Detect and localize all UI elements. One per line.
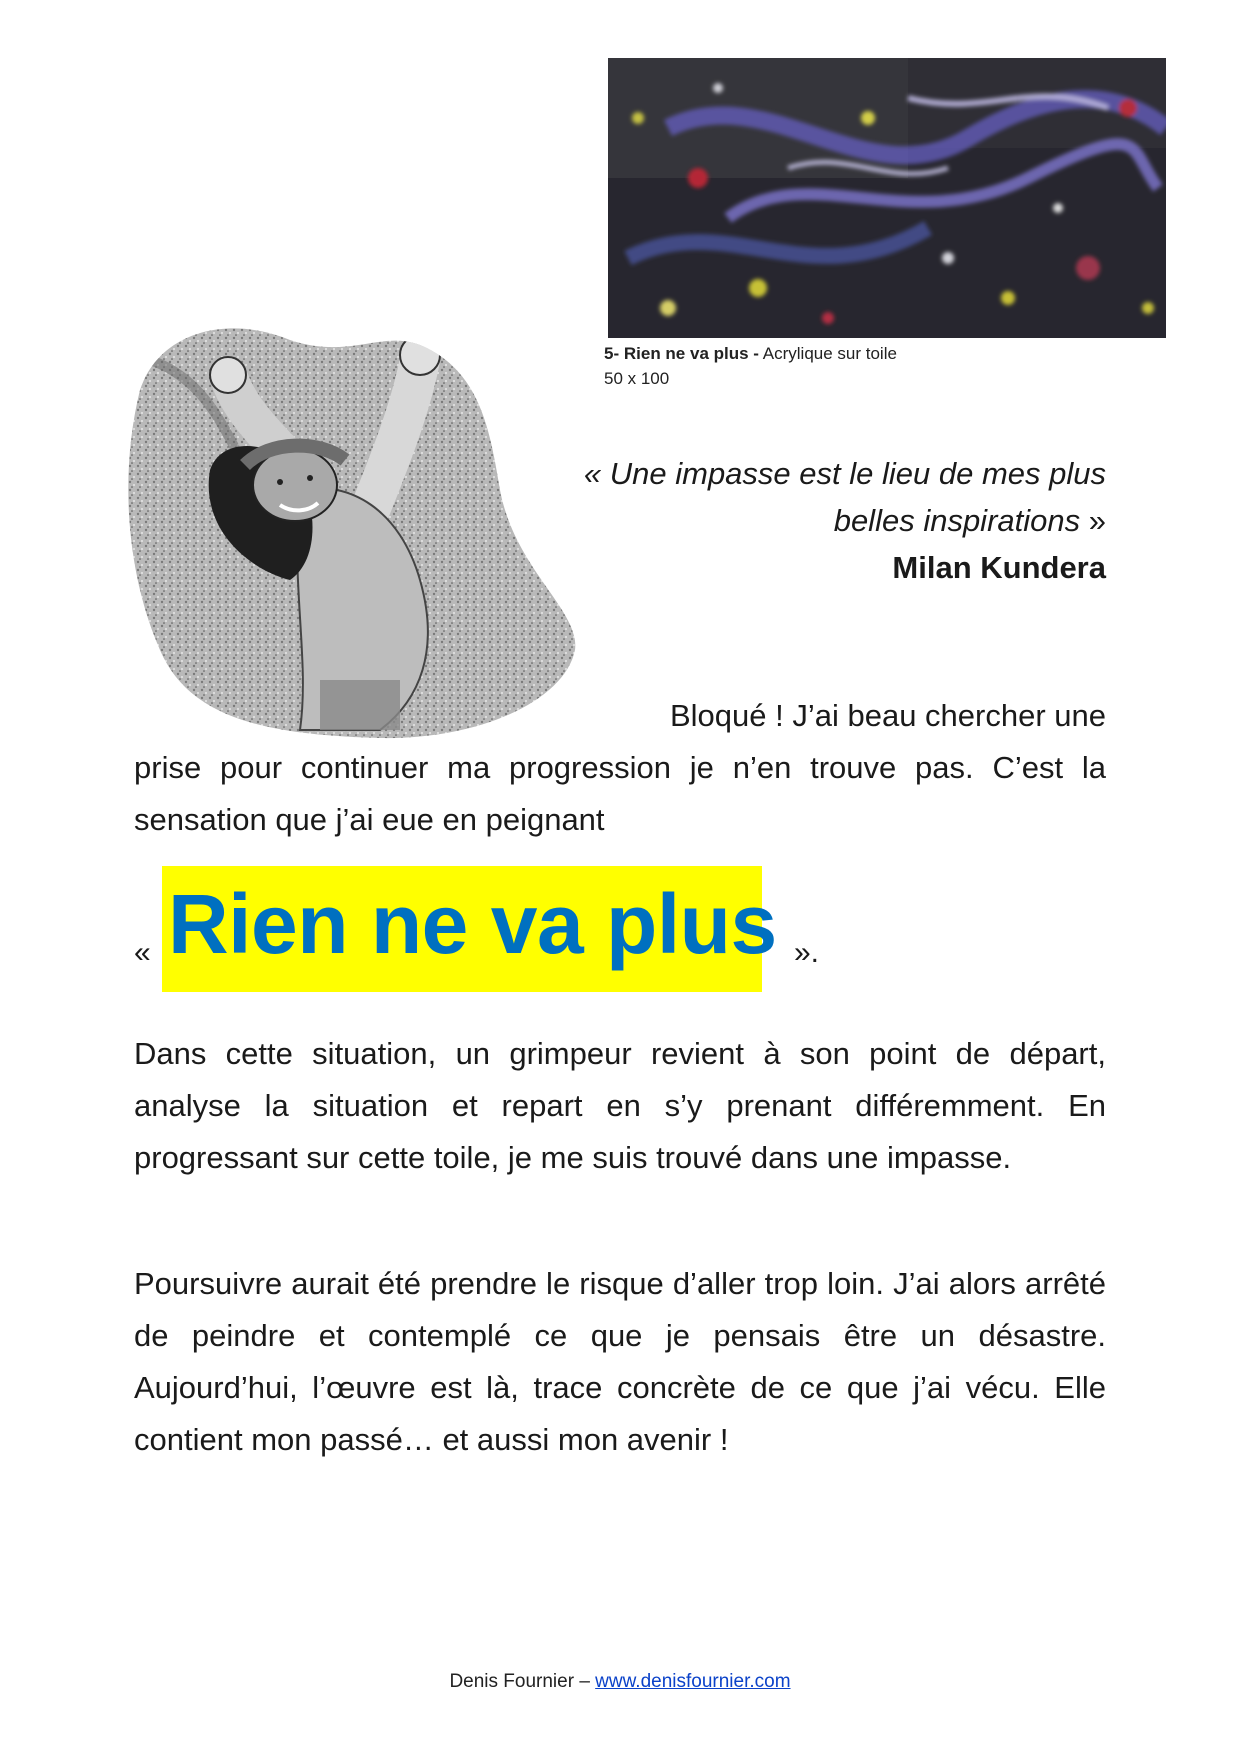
painting-caption [604, 341, 1004, 391]
quote-author: Milan Kundera [892, 550, 1106, 585]
quote-text: Une impasse est le lieu de mes plus belles inspirations [609, 456, 1106, 538]
artwork-number: 5- [604, 344, 620, 363]
artwork-separator: - [753, 344, 759, 363]
page-footer [0, 1671, 1240, 1693]
highlighted-title [134, 866, 1106, 994]
website-link[interactable]: www.denisfournier.com [595, 1671, 791, 1692]
quote-close-mark: » [1088, 503, 1106, 538]
quote-open-mark: « [583, 456, 602, 491]
paragraph-1-first-line: Bloqué ! J’ai beau chercher une [669, 698, 1106, 733]
title-text: Rien ne va plus [168, 877, 777, 971]
paragraph-1-rest: prise pour continuer ma progression je n’en trouve pas. C’est la sensation que j’ai eue en peignant [134, 750, 1106, 837]
footer-author: Denis Fournier – [449, 1671, 590, 1692]
artwork-title: Rien ne va plus [623, 344, 749, 363]
title-open-mark: « [134, 936, 151, 969]
climber-photo [120, 320, 590, 740]
paragraph-3: Poursuivre aurait été prendre le risque d’aller trop loin. J’ai alors arrêté de peindre et contemplé ce que je pensais être un désastre. Aujourd’hui, l’œuvre est là, trace concrète de ce que j’ai vécu. Elle contient mon passé… et aussi mon avenir ! [134, 1266, 1106, 1457]
epigraph-quote [546, 450, 1106, 591]
paragraph-2: Dans cette situation, un grimpeur revient à son point de départ, analyse la situation et repart en s’y prenant différemment. En progressant sur cette toile, je me suis trouvé dans une impasse. [134, 1036, 1106, 1175]
artwork-medium: Acrylique sur toile [762, 344, 897, 363]
title-close-mark: ». [794, 936, 820, 969]
artwork-dimensions: 50 x 100 [604, 369, 670, 388]
paragraph-1 [134, 690, 1106, 846]
painting-image [608, 58, 1166, 338]
